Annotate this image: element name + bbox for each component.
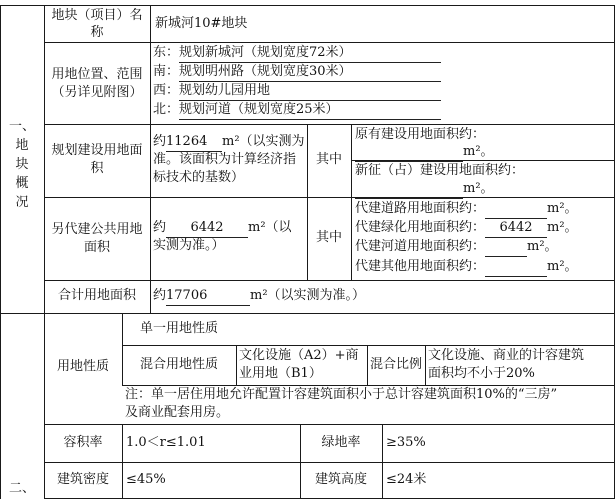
road-land-unit: m²。 <box>547 201 578 216</box>
planned-land-line2: 准。该面积为计算经济指 <box>153 152 297 167</box>
public-land-middle: 其中 <box>315 230 342 245</box>
river-land-label: 代建河道用地面积约： <box>355 239 486 254</box>
location-west <box>153 82 441 101</box>
location-north-dir: 北： <box>153 102 180 117</box>
height-label: 建筑高度 <box>314 472 367 487</box>
public-land-value: 6442 <box>166 219 248 238</box>
green-rate-value: ≥35% <box>386 435 426 450</box>
planned-land-prefix: 约 <box>153 134 167 149</box>
total-land-prefix: 约 <box>153 288 167 303</box>
public-land-label-line2: 面积 <box>83 240 110 255</box>
river-land-unit: m²。 <box>527 239 558 254</box>
location-label-line2: （另详见附图） <box>51 85 143 100</box>
land-use-note-line1: 注：单一居住用地允许配置计容建筑面积小于总计容建筑面积10%的“三房” <box>125 387 558 402</box>
green-land-value: 6442 <box>485 219 547 238</box>
road-land-row <box>355 200 578 219</box>
public-land-prefix: 约 <box>153 220 167 235</box>
location-west-text: 规划幼儿园用地 <box>179 82 441 101</box>
total-land-value: 17706 <box>166 287 250 306</box>
road-land-label: 代建道路用地面积约： <box>355 201 486 216</box>
existing-land-label: 原有建设用地面积约： <box>355 127 486 142</box>
height-value: ≤24米 <box>386 472 427 487</box>
section1-title-char: 块 <box>15 157 29 172</box>
section1-title-char: 况 <box>15 195 29 210</box>
public-land-line2: 实测为准。） <box>153 238 225 253</box>
location-east-text: 规划新城河（规划宽度72米） <box>179 44 441 63</box>
location-east-dir: 东： <box>153 45 180 60</box>
new-land-value <box>355 180 494 199</box>
location-label-line1: 用地位置、范围 <box>51 67 143 82</box>
section2-title-char: 二、 <box>8 481 35 496</box>
location-south <box>153 63 441 82</box>
planned-land-label-line1: 规划建设用地面 <box>51 143 143 158</box>
mixed-land-use-value-line2: 业用地（B1） <box>239 366 322 381</box>
mixed-ratio-line1: 文化设施、商业的计容建筑 <box>428 348 585 363</box>
location-west-dir: 西： <box>153 83 180 98</box>
other-land-row <box>355 258 578 277</box>
other-land-label: 代建其他用地面积约： <box>355 259 486 274</box>
public-land-unit: m²（以 <box>248 220 292 235</box>
land-use-note-line2: 及商业配套用房。 <box>125 405 230 420</box>
other-land-unit: m²。 <box>547 259 578 274</box>
single-land-use-label: 单一用地性质 <box>139 321 218 336</box>
location-north <box>153 101 441 120</box>
planned-land-value: 11264 <box>166 133 222 152</box>
planned-land-middle: 其中 <box>315 152 342 167</box>
total-land-label: 合计用地面积 <box>57 288 136 303</box>
location-east <box>153 44 441 63</box>
river-land-row <box>355 238 558 257</box>
location-north-text: 规划河道（规划宽度25米） <box>179 101 441 120</box>
new-land-unit: m²。 <box>463 181 494 196</box>
planned-land-unit: m²（以实测为 <box>222 134 305 149</box>
green-land-unit: m²。 <box>547 220 578 235</box>
location-south-dir: 南： <box>153 64 180 79</box>
density-label: 建筑密度 <box>56 472 109 487</box>
location-south-text: 规划明州路（规划宽度30米） <box>179 63 441 82</box>
mixed-land-use-value-line1: 文化设施（A2）+商 <box>239 348 359 363</box>
planned-land-line1 <box>153 133 305 152</box>
new-land-label: 新征（占）建设用地面积约： <box>355 163 525 178</box>
section1-title-char: 一、 <box>8 119 35 134</box>
green-rate-label: 绿地率 <box>321 435 361 450</box>
planned-land-line3: 标技术的基数） <box>153 170 245 185</box>
land-use-label: 用地性质 <box>56 359 109 374</box>
total-land-unit: m²（以实测为准。） <box>250 288 366 303</box>
planned-land-label-line2: 积 <box>90 161 104 176</box>
mixed-land-use-label: 混合用地性质 <box>139 357 218 372</box>
public-land-line1 <box>153 219 292 238</box>
existing-land-value <box>355 143 494 162</box>
far-label: 容积率 <box>63 435 103 450</box>
green-land-row <box>355 219 578 238</box>
green-land-label: 代建绿化用地面积约： <box>355 220 486 235</box>
mixed-ratio-line2: 面积均不小于20% <box>428 366 535 381</box>
density-value: ≤45% <box>126 472 166 487</box>
far-value: 1.0＜r≤1.01 <box>126 435 206 450</box>
project-name-value: 新城河10#地块 <box>155 16 248 31</box>
section1-title-char: 概 <box>15 176 29 191</box>
section1-title-char: 地 <box>15 138 29 153</box>
project-name-label-line1: 地块（项目）名 <box>51 8 143 23</box>
mixed-ratio-label: 混合比例 <box>369 357 422 372</box>
total-land-row <box>153 287 365 306</box>
public-land-label-line1: 另代建公共用地 <box>51 222 143 237</box>
project-name-label-line2: 称 <box>90 25 104 40</box>
existing-land-unit: m²。 <box>463 144 494 159</box>
